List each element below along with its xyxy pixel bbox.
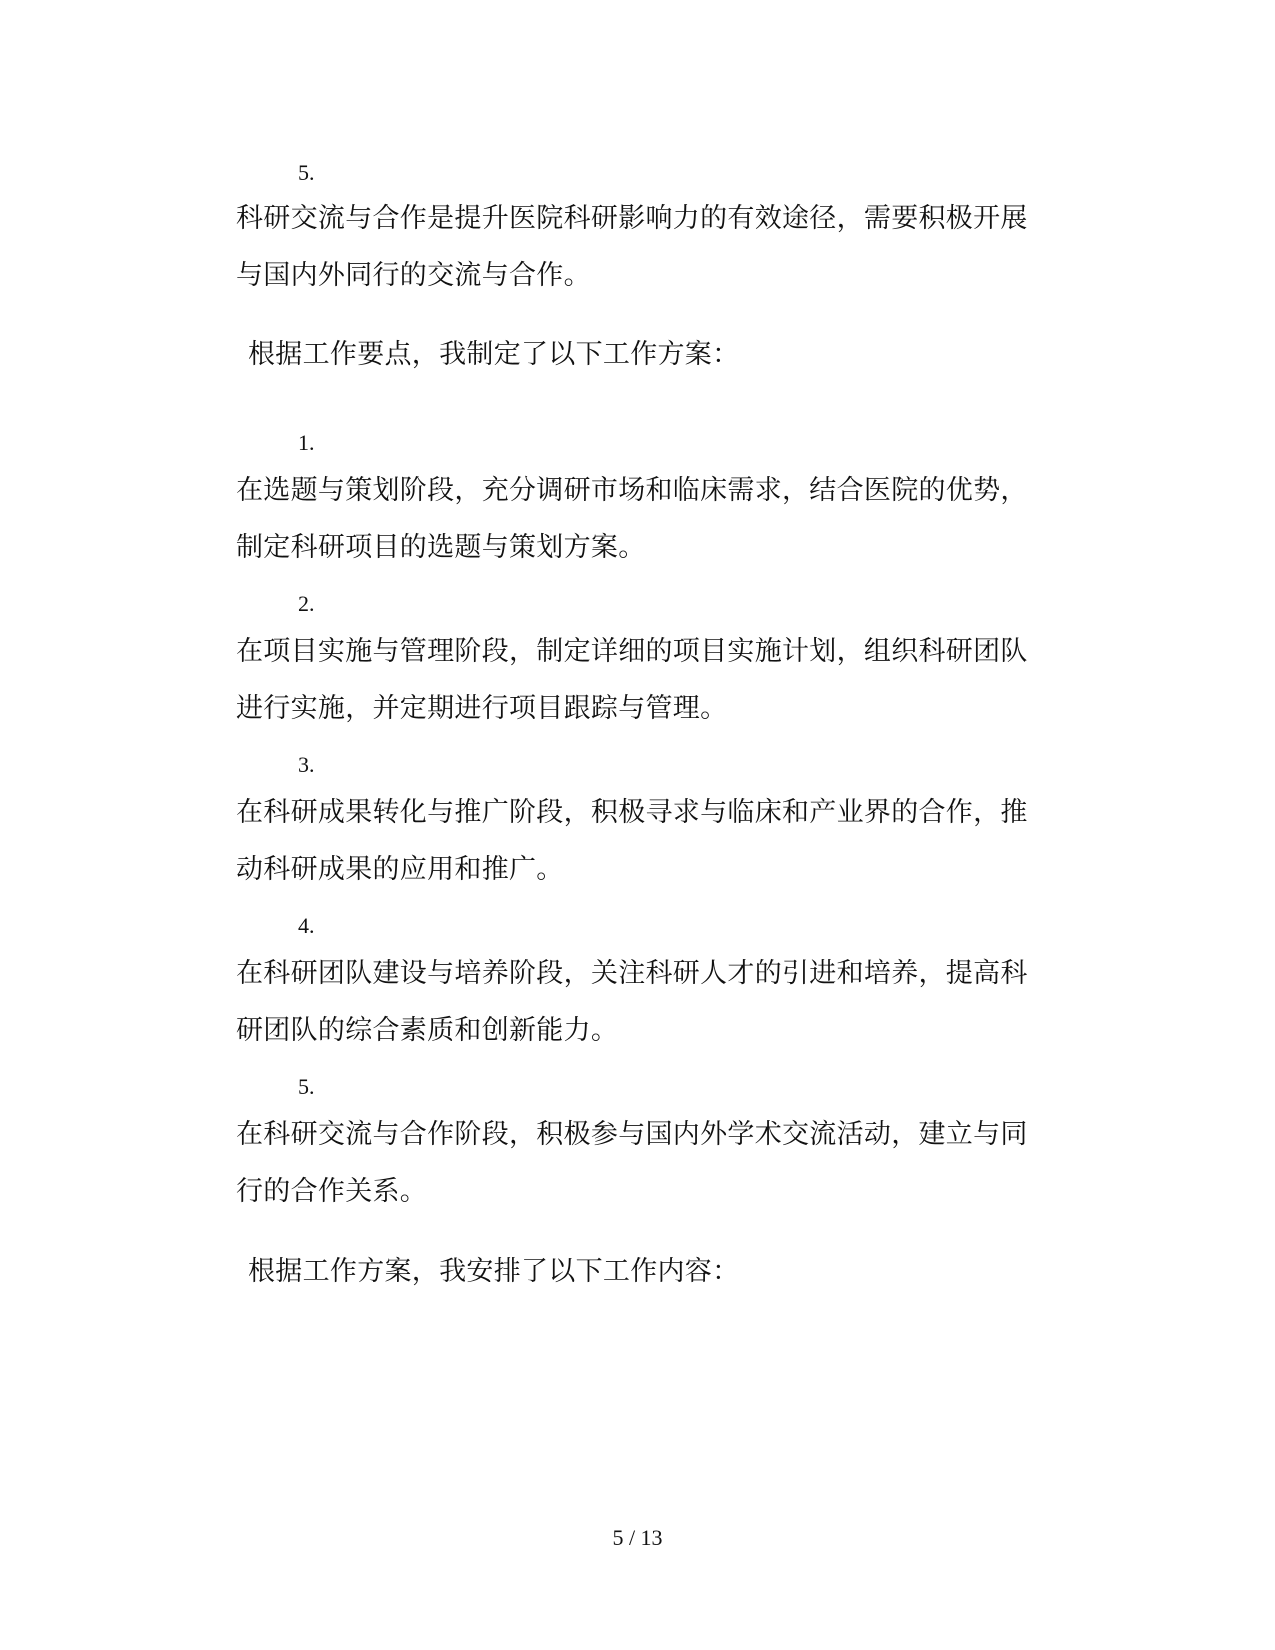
plan-item-text	[236, 623, 1096, 737]
intro-item-line: 与国内外同行的交流与合作。	[236, 260, 591, 291]
plan-item-number: 5.	[298, 1074, 315, 1099]
plan-item-line: 在科研团队建设与培养阶段，关注科研人才的引进和培养，提高科	[236, 958, 1028, 989]
plan-item-line: 在科研交流与合作阶段，积极参与国内外学术交流活动，建立与同	[236, 1119, 1028, 1150]
page-number-footer: 5 / 13	[612, 1525, 663, 1550]
plan-item-line: 动科研成果的应用和推广。	[236, 854, 564, 885]
plan-item-line: 在科研成果转化与推广阶段，积极寻求与临床和产业界的合作，推	[236, 797, 1028, 828]
plan-item-number: 1.	[298, 430, 315, 455]
plan-item-number: 2.	[298, 591, 315, 616]
plan-item-line: 制定科研项目的选题与策划方案。	[236, 532, 646, 563]
intro-item-line: 科研交流与合作是提升医院科研影响力的有效途径，需要积极开展	[236, 203, 1028, 234]
plan-item-text	[236, 784, 1096, 898]
plan-item-text	[236, 945, 1096, 1059]
intro-item-number: 5.	[298, 160, 315, 185]
plan-item-line: 行的合作关系。	[236, 1176, 428, 1207]
content-heading: 根据工作方案，我安排了以下工作内容：	[248, 1256, 740, 1287]
intro-item-text	[236, 190, 1096, 304]
plan-item-line: 在选题与策划阶段，充分调研市场和临床需求，结合医院的优势，	[236, 475, 1028, 506]
plan-item-line: 进行实施，并定期进行项目跟踪与管理。	[236, 693, 728, 724]
plan-item-text	[236, 1106, 1096, 1220]
plan-item-line: 研团队的综合素质和创新能力。	[236, 1015, 619, 1046]
plan-item-number: 3.	[298, 752, 315, 777]
plan-heading: 根据工作要点，我制定了以下工作方案：	[248, 339, 740, 370]
plan-item-number: 4.	[298, 913, 315, 938]
plan-item-text	[236, 462, 1096, 576]
plan-item-line: 在项目实施与管理阶段，制定详细的项目实施计划，组织科研团队	[236, 636, 1028, 667]
